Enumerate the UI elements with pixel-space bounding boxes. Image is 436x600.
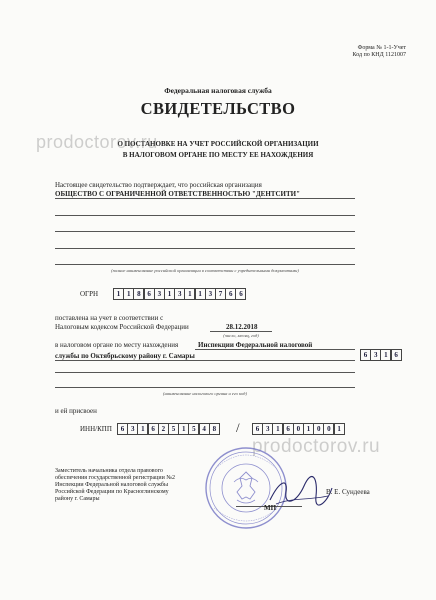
tax-authority-name-2: службы по Октябрьскому району г. Самары bbox=[55, 352, 195, 360]
ogrn-label: ОГРН bbox=[80, 290, 99, 298]
inn-digit: 1 bbox=[137, 423, 148, 435]
kpp-digit: 6 bbox=[283, 423, 294, 435]
kpp-digit: 6 bbox=[252, 423, 263, 435]
knd-code: Код по КНД 1121007 bbox=[352, 52, 406, 58]
signer-name: В. Е. Сундеева bbox=[326, 488, 370, 496]
ogrn-cells bbox=[113, 288, 246, 300]
signer-position-line-3: Инспекции Федеральной налоговой службы bbox=[55, 482, 169, 488]
ogrn-digit: 6 bbox=[144, 288, 155, 300]
kpp-digit: 1 bbox=[272, 423, 283, 435]
signer-position-line-5: району г. Самары bbox=[55, 496, 100, 502]
inn-digit: 5 bbox=[188, 423, 199, 435]
inn-digit: 2 bbox=[158, 423, 169, 435]
ogrn-digit: 3 bbox=[174, 288, 185, 300]
ogrn-digit: 3 bbox=[205, 288, 216, 300]
ogrn-digit: 6 bbox=[225, 288, 236, 300]
ogrn-digit: 1 bbox=[113, 288, 124, 300]
kpp-digit: 1 bbox=[303, 423, 314, 435]
org-caption: (полное наименование российской организации в соответствии с учредительными документами) bbox=[111, 268, 299, 273]
tax-authority-line-2 bbox=[55, 360, 355, 361]
document-subtitle-1: О ПОСТАНОВКЕ НА УЧЕТ РОССИЙСКОЙ ОРГАНИЗАЦИИ bbox=[117, 140, 319, 148]
tax-authority-prefix: в налоговом органе по месту нахождения bbox=[55, 341, 179, 349]
org-line-3 bbox=[55, 231, 355, 232]
inn-digit: 5 bbox=[168, 423, 179, 435]
registered-text-2: Налоговым кодексом Российской Федерации bbox=[55, 323, 189, 331]
signer-position-line-4: Российской Федерации по Красноглинскому bbox=[55, 489, 169, 495]
ogrn-digit: 8 bbox=[133, 288, 144, 300]
inn-kpp-separator: / bbox=[236, 420, 240, 435]
ogrn-digit: 1 bbox=[184, 288, 195, 300]
org-line-4 bbox=[55, 248, 355, 249]
form-info bbox=[353, 45, 407, 59]
kpp-digit: 0 bbox=[323, 423, 334, 435]
ogrn-digit: 1 bbox=[195, 288, 206, 300]
watermark-top: prodoctorov.ru bbox=[36, 132, 158, 152]
organization-name: ОБЩЕСТВО С ОГРАНИЧЕННОЙ ОТВЕТСТВЕННОСТЬЮ "ДЕНТСИТИ" bbox=[55, 190, 300, 198]
assigned-text: и ей присвоен bbox=[55, 407, 97, 415]
ogrn-digit: 6 bbox=[235, 288, 246, 300]
inn-digit: 8 bbox=[209, 423, 220, 435]
kpp-digit: 0 bbox=[293, 423, 304, 435]
date-line bbox=[210, 331, 272, 332]
stamp-label: МП bbox=[264, 504, 277, 512]
ogrn-digit: 1 bbox=[164, 288, 175, 300]
inn-digit: 1 bbox=[178, 423, 189, 435]
inn-digit: 6 bbox=[117, 423, 128, 435]
document-subtitle-2: В НАЛОГОВОМ ОРГАНЕ ПО МЕСТУ ЕЕ НАХОЖДЕНИЯ bbox=[122, 151, 314, 159]
inn-digit: 4 bbox=[199, 423, 210, 435]
tax-authority-name-1: Инспекции Федеральной налоговой bbox=[198, 341, 313, 349]
tax-code-digit: 1 bbox=[380, 349, 391, 361]
org-line-1 bbox=[55, 198, 355, 199]
tax-code-digit: 6 bbox=[360, 349, 371, 361]
registered-text-1: поставлена на учет в соответствии с bbox=[55, 314, 164, 322]
date-caption: (число, месяц, год) bbox=[223, 333, 259, 338]
ogrn-digit: 7 bbox=[215, 288, 226, 300]
inn-digit: 3 bbox=[127, 423, 138, 435]
kpp-digit: 3 bbox=[262, 423, 273, 435]
kpp-digit: 0 bbox=[313, 423, 324, 435]
signer-position bbox=[55, 468, 175, 503]
watermark-bottom: prodoctorov.ru bbox=[252, 436, 381, 457]
kpp-cells bbox=[252, 423, 344, 435]
form-number: Форма № 1-1-Учет bbox=[357, 45, 406, 51]
document-title: СВИДЕТЕЛЬСТВО bbox=[140, 99, 296, 118]
tax-authority-line-4 bbox=[55, 387, 355, 388]
tax-authority-line-3 bbox=[55, 372, 355, 373]
ogrn-digit: 3 bbox=[154, 288, 165, 300]
org-line-5 bbox=[55, 264, 355, 265]
tax-authority-line-1 bbox=[195, 349, 355, 350]
registration-date: 28.12.2018 bbox=[226, 323, 258, 331]
intro-text: Настоящее свидетельство подтверждает, что российская организация bbox=[55, 181, 262, 189]
inn-digit: 6 bbox=[148, 423, 159, 435]
inn-cells bbox=[117, 423, 219, 435]
tax-authority-caption: (наименование налогового органа и его код) bbox=[163, 391, 247, 396]
org-line-2 bbox=[55, 215, 355, 216]
signer-position-line-2: обеспечения государственной регистрации №2 bbox=[55, 475, 176, 481]
kpp-digit: 1 bbox=[334, 423, 345, 435]
tax-code-digit: 3 bbox=[370, 349, 381, 361]
tax-code-digit: 6 bbox=[391, 349, 402, 361]
signer-position-line-1: Заместитель начальника отдела правового bbox=[55, 468, 163, 474]
inn-kpp-label: ИНН/КПП bbox=[80, 425, 112, 433]
ogrn-digit: 1 bbox=[123, 288, 134, 300]
tax-code-cells bbox=[360, 349, 401, 361]
authority-name: Федеральная налоговая служба bbox=[164, 86, 272, 95]
